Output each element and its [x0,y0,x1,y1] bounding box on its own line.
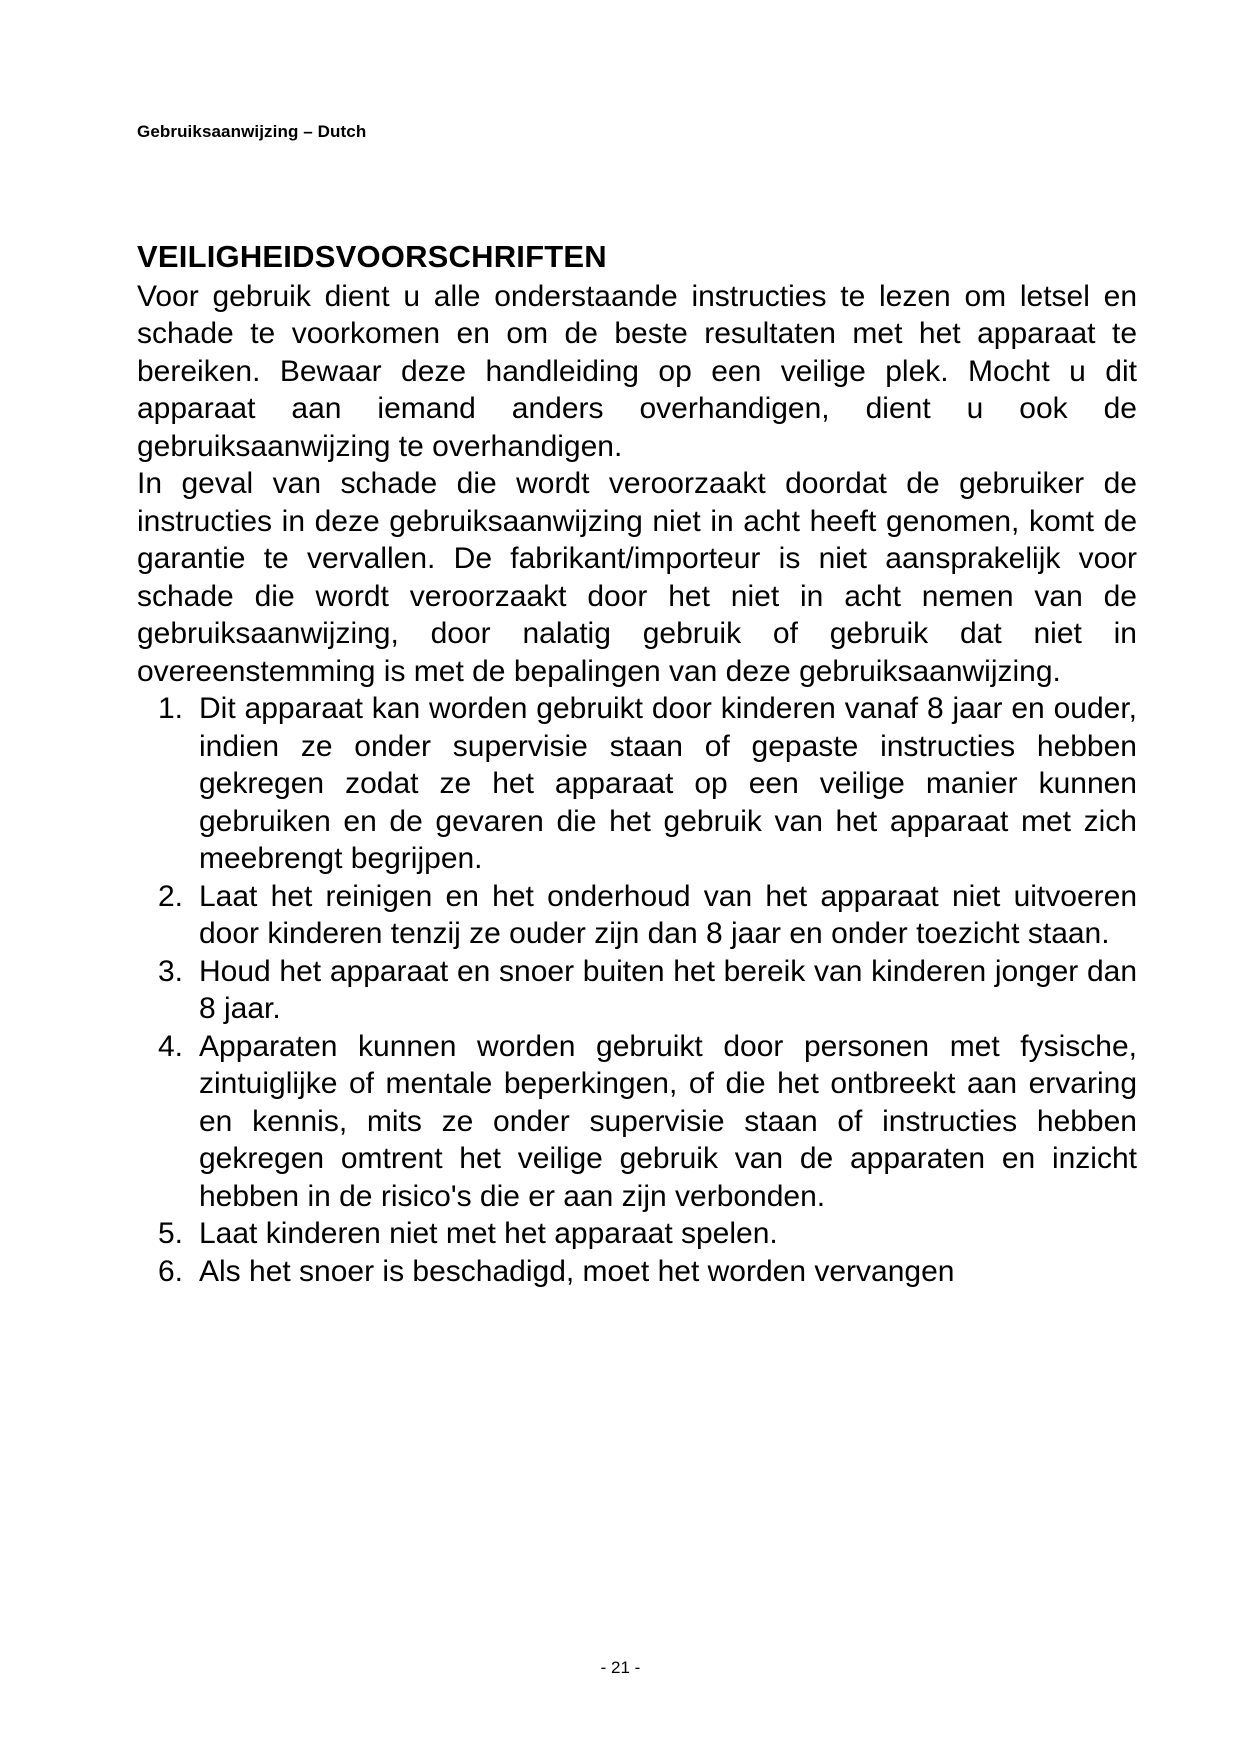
list-item [137,1028,1137,1216]
document-body [137,238,1137,1290]
list-item-number: 3. [157,954,183,988]
paragraph-intro: Voor gebruik dient u alle onderstaande instructies te lezen om letsel en schade te voorkomen en om de beste resultaten met het apparaat te bereiken. Bewaar deze handleiding op een veilige plek. Mocht u dit apparaat aan iemand anders overhandigen, dient u ook de gebruiksaanwijzing te overhandigen. [137,279,1137,463]
page-header: Gebruiksaanwijzing – Dutch [137,122,367,141]
list-item-text: Apparaten kunnen worden gebruikt door personen met fysische, zintuiglijke of mentale beperkingen, of die het ontbreekt aan ervaring en kennis, mits ze onder supervisie staan of instructies hebben gekregen omtrent het veilige gebruik van de apparaten en inzicht hebben in de risico's die er aan zijn verbonden. [199,1029,1137,1213]
list-item-number: 4. [157,1029,183,1063]
list-item-text: Laat kinderen niet met het apparaat spelen. [199,1217,778,1251]
list-item-text: Dit apparaat kan worden gebruikt door kinderen vanaf 8 jaar en ouder, indien ze onder supervisie staan of gepaste instructies hebben gekregen zodat ze het apparaat op een veilige manier kunnen gebruiken en de gevaren die het gebruik van het apparaat met zich meebrengt begrijpen. [199,692,1137,876]
page-title: VEILIGHEIDSVOORSCHRIFTEN [137,239,607,274]
paragraph-warranty: In geval van schade die wordt veroorzaakt doordat de gebruiker de instructies in deze gebruiksaanwijzing niet in acht heeft genomen, komt de garantie te vervallen. De fabrikant/importeur is niet aansprakelijk voor schade die wordt veroorzaakt door het niet in acht nemen van de gebruiksaanwijzing, door nalatig gebruik of gebruik dat niet in overeenstemming is met de bepalingen van deze gebruiksaanwijzing. [137,467,1137,688]
list-item [137,690,1137,878]
list-item [137,878,1137,953]
list-item-text: Houd het apparaat en snoer buiten het bereik van kinderen jonger dan 8 jaar. [199,954,1137,1026]
list-item-number: 6. [157,1254,183,1288]
safety-instructions-list [137,690,1137,1290]
list-item [137,953,1137,1028]
list-item [137,1215,1137,1253]
list-item [137,1253,1137,1291]
list-item-number: 1. [157,692,183,726]
list-item-text: Laat het reinigen en het onderhoud van het apparaat niet uitvoeren door kinderen tenzij ze ouder zijn dan 8 jaar en onder toezicht staan. [199,879,1137,951]
list-item-number: 5. [157,1217,183,1251]
list-item-text: Als het snoer is beschadigd, moet het worden vervangen [199,1254,955,1288]
page-footer: - 21 - [600,1658,641,1677]
list-item-number: 2. [157,879,183,913]
